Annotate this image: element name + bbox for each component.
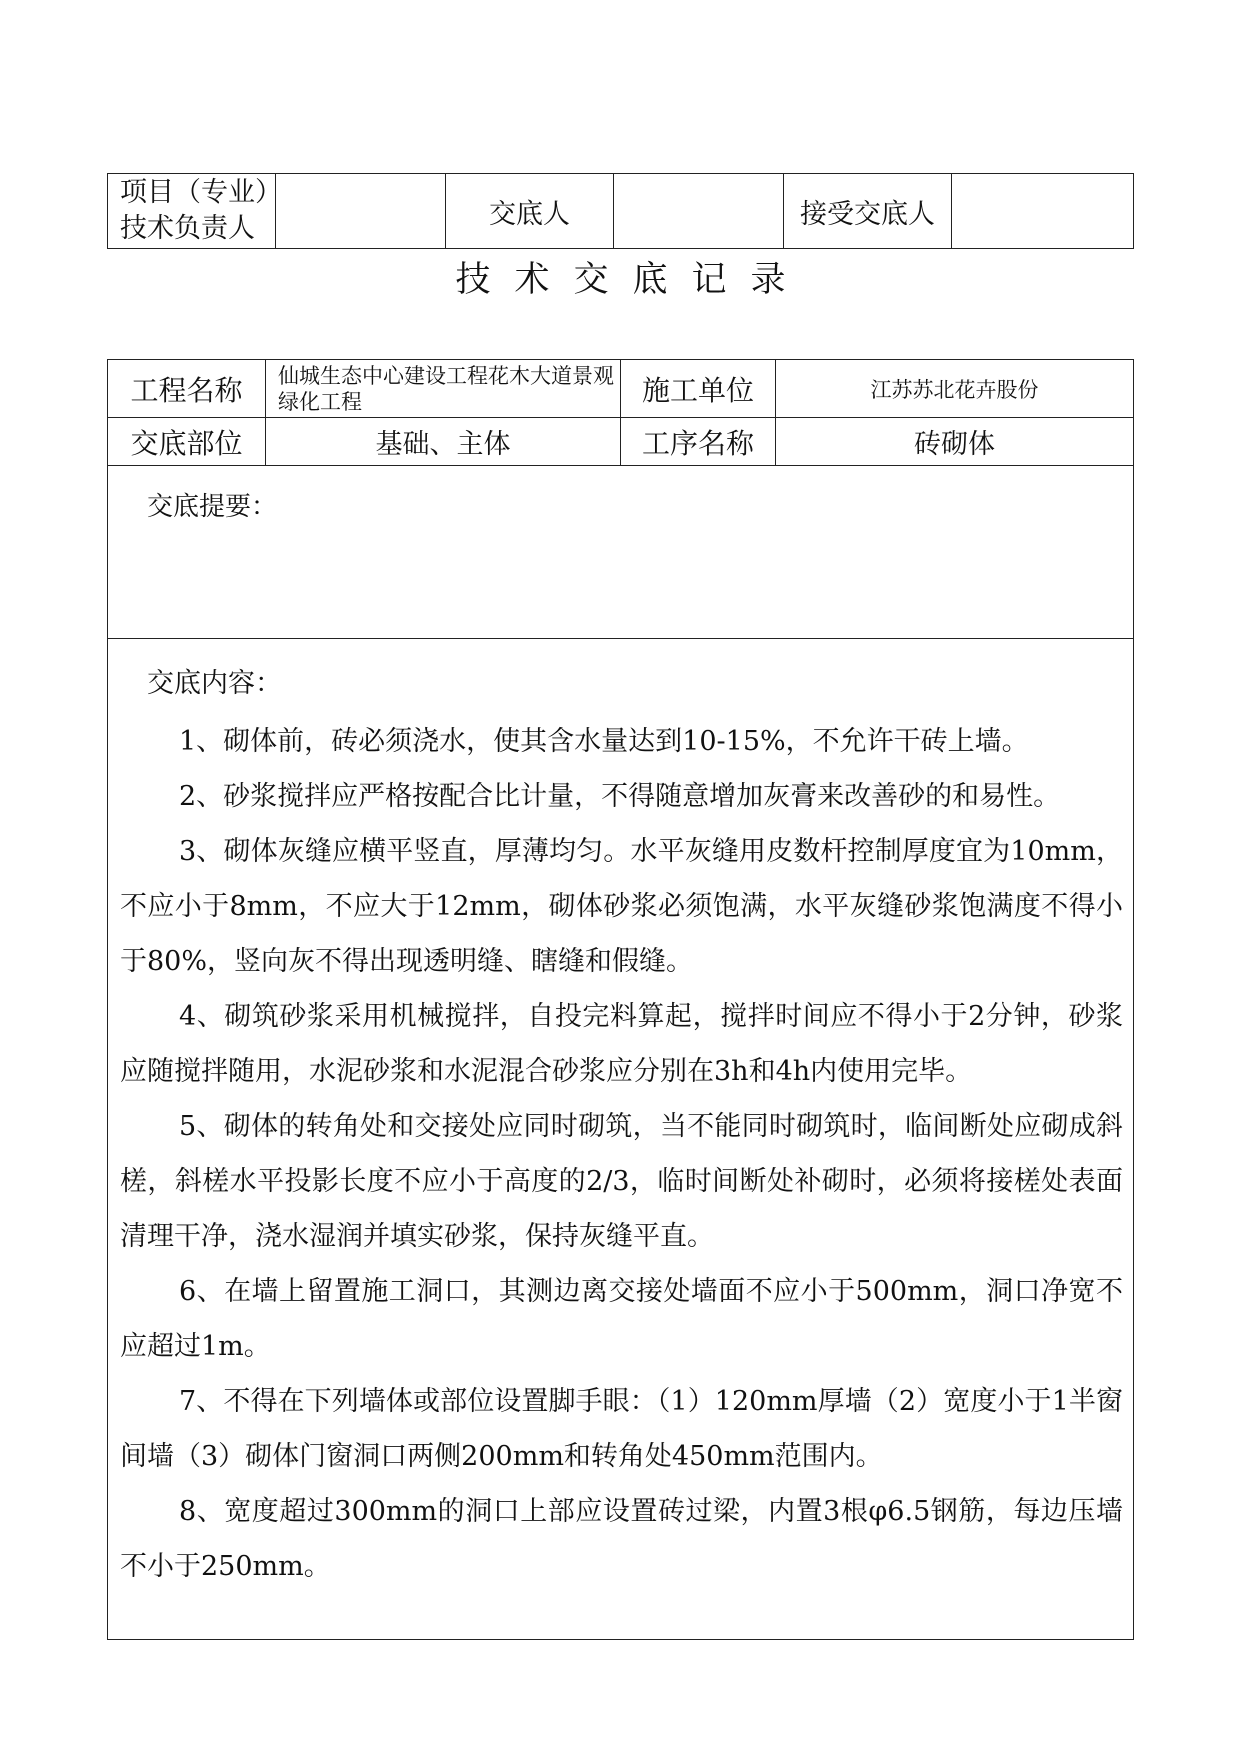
content-item: 1、砌体前，砖必须浇水，使其含水量达到10-15%，不允许干砖上墙。 xyxy=(179,726,1029,757)
process-name-value: 砖砌体 xyxy=(776,418,1134,466)
tech-lead-label-line2: 技术负责人 xyxy=(120,213,255,244)
disclosure-table xyxy=(107,359,1134,1640)
process-row xyxy=(108,418,1134,466)
content-item: 7、不得在下列墙体或部位设置脚手眼：（1）120mm厚墙（2）宽度小于1半窗间墙（3）砌体门窗洞口两侧200mm和转角处450mm范围内。 xyxy=(120,1386,1123,1472)
document-title: 技术交底记录 xyxy=(455,260,810,300)
process-name-label: 工序名称 xyxy=(621,418,776,466)
signature-table xyxy=(107,173,1134,249)
signature-row xyxy=(108,174,1134,249)
recipient-signature-field[interactable] xyxy=(952,174,1134,249)
content-item: 8、宽度超过300mm的洞口上部应设置砖过梁，内置3根φ6.5钢筋，每边压墙不小于250mm。 xyxy=(120,1496,1123,1582)
project-row xyxy=(108,360,1134,418)
summary-row xyxy=(108,466,1134,639)
recipient-label: 接受交底人 xyxy=(784,174,952,249)
content-cell xyxy=(108,639,1134,1640)
construction-unit-value: 江苏苏北花卉股份 xyxy=(776,360,1134,418)
discloser-label: 交底人 xyxy=(446,174,614,249)
discloser-signature-field[interactable] xyxy=(614,174,784,249)
tech-lead-label-line1: 项目（专业） xyxy=(120,177,282,208)
content-row xyxy=(108,639,1134,1640)
content-item: 4、砌筑砂浆采用机械搅拌，自投完料算起，搅拌时间应不得小于2分钟，砂浆应随搅拌随用，水泥砂浆和水泥混合砂浆应分别在3h和4h内使用完毕。 xyxy=(120,1001,1123,1087)
project-name-label: 工程名称 xyxy=(108,360,266,418)
tech-lead-label xyxy=(108,174,282,249)
tech-lead-signature-field[interactable] xyxy=(276,174,446,249)
construction-unit-label: 施工单位 xyxy=(621,360,776,418)
summary-label: 交底提要： xyxy=(147,492,278,522)
content-item: 6、在墙上留置施工洞口，其测边离交接处墙面不应小于500mm，洞口净宽不应超过1m。 xyxy=(120,1276,1123,1362)
content-item: 2、砂浆搅拌应严格按配合比计量，不得随意增加灰膏来改善砂的和易性。 xyxy=(179,781,1061,812)
content-item: 3、砌体灰缝应横平竖直，厚薄均匀。水平灰缝用皮数杆控制厚度宜为10mm，不应小于8mm，不应大于12mm，砌体砂浆必须饱满，水平灰缝砂浆饱满度不得小于80%，竖向灰不得出现透明缝、瞎缝和假缝。 xyxy=(120,836,1123,977)
disclosure-part-value: 基础、主体 xyxy=(266,418,621,466)
disclosure-part-label: 交底部位 xyxy=(108,418,266,466)
summary-cell xyxy=(108,466,1134,639)
content-label: 交底内容： xyxy=(147,668,282,699)
content-item: 5、砌体的转角处和交接处应同时砌筑，当不能同时砌筑时，临间断处应砌成斜槎，斜槎水平投影长度不应小于高度的2/3，临时间断处补砌时，必须将接槎处表面清理干净，浇水湿润并填实砂浆，保持灰缝平直。 xyxy=(120,1111,1123,1252)
project-name-value: 仙城生态中心建设工程花木大道景观绿化工程 xyxy=(266,360,621,418)
